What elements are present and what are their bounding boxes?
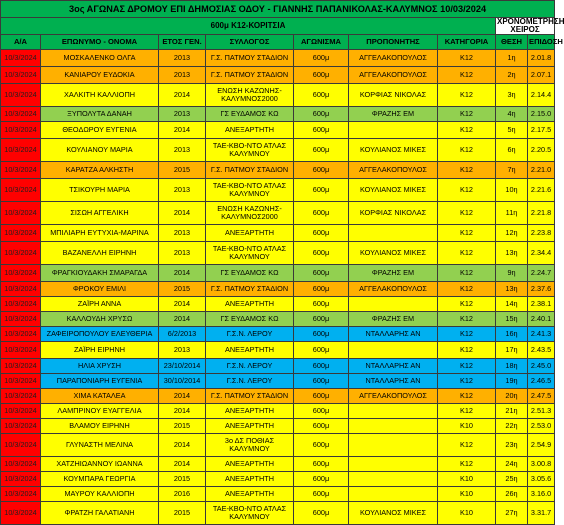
event-name: 600μ [294,342,349,359]
place: 25η [496,472,528,487]
row-date: 10/3/2024 [1,139,41,162]
athlete-name: ΖΑΪΡΗ ΕΙΡΗΝΗ [41,342,159,359]
club-name: Γ.Σ. ΠΑΤΜΟΥ ΣΤΑΔΙΟΝ [206,389,294,404]
place: 27η [496,502,528,525]
category: Κ12 [438,327,496,342]
row-date: 10/3/2024 [1,457,41,472]
birth-year: 2014 [159,457,206,472]
club-name: ΓΣ ΕΥΔΑΜΟΣ ΚΩ [206,265,294,282]
table-row [1,122,555,139]
athlete-name: ΘΕΟΔΩΡΟΥ ΕΥΓΕΝΙΑ [41,122,159,139]
table-row [1,502,555,525]
table-row [1,472,555,487]
row-date: 10/3/2024 [1,122,41,139]
club-name: ΕΝΩΣΗ ΚΑΖΩΝΗΣ-ΚΑΛΥΜΝΟΣ2000 [206,84,294,107]
table-row [1,359,555,374]
athlete-name: ΜΟΣΚΑΛΕΝΚΟ ΟΛΓΑ [41,50,159,67]
event-name: 600μ [294,297,349,312]
event-name: 600μ [294,374,349,389]
event-name: 600μ [294,282,349,297]
category: Κ12 [438,342,496,359]
coach-name: ΑΓΓΕΛΑΚΟΠΟΥΛΟΣ [349,282,438,297]
place: 22η [496,419,528,434]
athlete-name: ΚΟΥΛΙΑΝΟΥ ΜΑΡΙΑ [41,139,159,162]
event-name: 600μ [294,265,349,282]
athlete-name: ΧΑΛΚΙΤΗ ΚΑΛΛΙΟΠΗ [41,84,159,107]
event-name: 600μ [294,162,349,179]
row-date: 10/3/2024 [1,434,41,457]
result-time: 2.51.3 [528,404,555,419]
club-name: ΓΣ ΕΥΔΑΜΟΣ ΚΩ [206,312,294,327]
header-row [1,35,555,50]
birth-year: 2014 [159,312,206,327]
coach-name: ΚΟΥΛΙΑΝΟΣ ΜΙΚΕΣ [349,139,438,162]
event-name: 600μ [294,139,349,162]
event-name: 600μ [294,434,349,457]
category: Κ12 [438,139,496,162]
category: Κ12 [438,162,496,179]
place: 26η [496,487,528,502]
table-row [1,487,555,502]
table-row [1,434,555,457]
row-date: 10/3/2024 [1,50,41,67]
result-time: 2.20.5 [528,139,555,162]
header-cell: ΑΓΩΝΙΣΜΑ [294,35,349,50]
birth-year: 2014 [159,84,206,107]
place: 13η [496,282,528,297]
result-time: 2.38.1 [528,297,555,312]
result-time: 2.45.0 [528,359,555,374]
row-date: 10/3/2024 [1,404,41,419]
club-name: Γ.Σ. ΠΑΤΜΟΥ ΣΤΑΔΙΟΝ [206,67,294,84]
coach-name: ΑΓΓΕΛΑΚΟΠΟΥΛΟΣ [349,162,438,179]
place: 11η [496,202,528,225]
row-date: 10/3/2024 [1,242,41,265]
header-cell: ΘΕΣΗ [496,35,528,50]
table-row [1,389,555,404]
event-name: 600μ [294,327,349,342]
club-name: Γ.Σ. ΠΑΤΜΟΥ ΣΤΑΔΙΟΝ [206,162,294,179]
place: 12η [496,225,528,242]
place: 3η [496,84,528,107]
row-date: 10/3/2024 [1,282,41,297]
event-name: 600μ [294,472,349,487]
result-time: 3.00.8 [528,457,555,472]
club-name: ΑΝΕΞΑΡΤΗΤΗ [206,419,294,434]
page-title: 3ος ΑΓΩΝΑΣ ΔΡΟΜΟΥ ΕΠΙ ΔΗΜΟΣΙΑΣ ΟΔΟΥ - ΓΙΑΝΝΗΣ ΠΑΠΑΝΙΚΟΛΑΣ-ΚΑΛΥΜΝΟΣ 10/03/2024 [1,1,555,18]
event-name: 600μ [294,419,349,434]
athlete-name: ΖΑΪΡΗ ΑΝΝΑ [41,297,159,312]
birth-year: 2015 [159,162,206,179]
coach-name: ΑΓΓΕΛΑΚΟΠΟΥΛΟΣ [349,67,438,84]
result-time: 3.05.6 [528,472,555,487]
coach-name: ΝΤΑΛΛΑΡΗΣ ΑΝ [349,374,438,389]
athlete-name: ΤΣΙΚΟΥΡΗ ΜΑΡΙΑ [41,179,159,202]
club-name: ΑΝΕΞΑΡΤΗΤΗ [206,225,294,242]
birth-year: 23/10/2014 [159,359,206,374]
header-cell: Α/Α [1,35,41,50]
birth-year: 2014 [159,202,206,225]
place: 6η [496,139,528,162]
table-row [1,297,555,312]
result-time: 2.47.5 [528,389,555,404]
birth-year: 2013 [159,342,206,359]
event-name: 600μ [294,404,349,419]
row-date: 10/3/2024 [1,202,41,225]
event-name: 600μ [294,202,349,225]
club-name: ΑΝΕΞΑΡΤΗΤΗ [206,404,294,419]
row-date: 10/3/2024 [1,374,41,389]
category: Κ12 [438,434,496,457]
place: 18η [496,359,528,374]
header-cell: ΠΡΟΠΟΝΗΤΗΣ [349,35,438,50]
birth-year: 30/10/2014 [159,374,206,389]
category: Κ10 [438,502,496,525]
athlete-name: ΣΙΣΩΗ ΑΓΓΕΛΙΚΗ [41,202,159,225]
club-name: ΓΣ ΕΥΔΑΜΟΣ ΚΩ [206,107,294,122]
coach-name: ΑΓΓΕΛΑΚΟΠΟΥΛΟΣ [349,389,438,404]
table-row [1,162,555,179]
header-cell: ΚΑΤΗΓΟΡΙΑ [438,35,496,50]
coach-name [349,434,438,457]
coach-name: ΚΟΥΛΙΑΝΟΣ ΜΙΚΕΣ [349,179,438,202]
row-date: 10/3/2024 [1,472,41,487]
table-row [1,342,555,359]
athlete-name: ΒΛΑΜΟΥ ΕΙΡΗΝΗ [41,419,159,434]
row-date: 10/3/2024 [1,265,41,282]
birth-year: 6/2/2013 [159,327,206,342]
category: Κ12 [438,179,496,202]
place: 1η [496,50,528,67]
birth-year: 2013 [159,225,206,242]
category: Κ12 [438,84,496,107]
header-cell: ΕΠΙΔΟΣΗ [528,35,555,50]
table-row [1,457,555,472]
place: 17η [496,342,528,359]
event-name: 600μ [294,225,349,242]
category: Κ10 [438,419,496,434]
table-row [1,84,555,107]
table-row [1,67,555,84]
athlete-name: ΚΑΛΛΟΥΔΗ ΧΡΥΣΩ [41,312,159,327]
athlete-name: ΗΛΙΑ ΧΡΥΣΗ [41,359,159,374]
chrono-title: ΧΡΟΝΟΜΕΤΡΗΣΗ ΧΕΙΡΟΣ [497,17,564,34]
result-time: 3.16.0 [528,487,555,502]
coach-name: ΦΡΑΖΗΣ ΕΜ [349,265,438,282]
athlete-name: ΦΡΑΓΚΙΟΥΔΑΚΗ ΣΜΑΡΑΓΔΑ [41,265,159,282]
result-time: 2.34.4 [528,242,555,265]
birth-year: 2013 [159,67,206,84]
place: 9η [496,265,528,282]
table-row [1,202,555,225]
birth-year: 2015 [159,419,206,434]
place: 23η [496,434,528,457]
table-row [1,225,555,242]
row-date: 10/3/2024 [1,179,41,202]
result-time: 2.23.8 [528,225,555,242]
place: 4η [496,107,528,122]
athlete-name: ΧΙΜΑ ΚΑΤΑΛΕΑ [41,389,159,404]
club-name: 3ο ΔΣ ΠΟΘΙΑΣ ΚΑΛΥΜΝΟΥ [206,434,294,457]
place: 2η [496,67,528,84]
category: Κ12 [438,389,496,404]
coach-name [349,342,438,359]
result-time: 2.41.3 [528,327,555,342]
row-date: 10/3/2024 [1,327,41,342]
event-name: 600μ [294,50,349,67]
coach-name: ΝΤΑΛΛΑΡΗΣ ΑΝ [349,359,438,374]
category: Κ12 [438,122,496,139]
category: Κ12 [438,50,496,67]
row-date: 10/3/2024 [1,162,41,179]
result-time: 2.15.0 [528,107,555,122]
category: Κ12 [438,225,496,242]
event-name: 600μ [294,242,349,265]
club-name: ΤΑΕ-ΚΒΟ-ΝΤΟ ΑΤΛΑΣ ΚΑΛΥΜΝΟΥ [206,139,294,162]
place: 15η [496,312,528,327]
club-name: ΑΝΕΞΑΡΤΗΤΗ [206,487,294,502]
place: 14η [496,297,528,312]
category: Κ12 [438,107,496,122]
athlete-name: ΞΥΠΟΛΥΤΑ ΔΑΝΑΗ [41,107,159,122]
event-name: 600μ [294,122,349,139]
result-time: 2.40.1 [528,312,555,327]
coach-name [349,297,438,312]
athlete-name: ΚΟΥΜΠΑΡΑ ΓΕΩΡΓΙΑ [41,472,159,487]
result-time: 2.37.6 [528,282,555,297]
row-date: 10/3/2024 [1,342,41,359]
row-date: 10/3/2024 [1,67,41,84]
club-name: ΑΝΕΞΑΡΤΗΤΗ [206,122,294,139]
birth-year: 2015 [159,282,206,297]
category: Κ12 [438,67,496,84]
header-cell: ΕΠΩΝΥΜΟ - ΟΝΟΜΑ [41,35,159,50]
birth-year: 2014 [159,265,206,282]
result-time: 2.17.5 [528,122,555,139]
category: Κ12 [438,374,496,389]
table-row [1,139,555,162]
athlete-name: ΜΠΙΛΙΑΡΗ ΕΥΤΥΧΙΑ-ΜΑΡΙΝΑ [41,225,159,242]
birth-year: 2014 [159,404,206,419]
category: Κ10 [438,487,496,502]
club-name: ΑΝΕΞΑΡΤΗΤΗ [206,472,294,487]
category: Κ12 [438,265,496,282]
place: 5η [496,122,528,139]
club-name: ΤΑΕ-ΚΒΟ-ΝΤΟ ΑΤΛΑΣ ΚΑΛΥΜΝΟΥ [206,242,294,265]
birth-year: 2013 [159,107,206,122]
athlete-name: ΒΑΖΑΝΕΛΛΗ ΕΙΡΗΝΗ [41,242,159,265]
event-name: 600μ [294,84,349,107]
coach-name: ΝΤΑΛΛΑΡΗΣ ΑΝ [349,327,438,342]
event-name: 600μ [294,179,349,202]
club-name: Γ.Σ.Ν. ΛΕΡΟΥ [206,327,294,342]
result-time: 2.46.5 [528,374,555,389]
table-row [1,265,555,282]
birth-year: 2016 [159,487,206,502]
coach-name: ΚΟΡΦΙΑΣ ΝΙΚΟΛΑΣ [349,202,438,225]
coach-name [349,472,438,487]
event-name: 600μ [294,67,349,84]
result-time: 2.14.4 [528,84,555,107]
table-row [1,374,555,389]
coach-name [349,122,438,139]
event-name: 600μ [294,502,349,525]
athlete-name: ΧΑΤΖΗΙΩΑΝΝΟΥ ΙΩΑΝΝΑ [41,457,159,472]
athlete-name: ΚΑΡΑΤΖΑ ΑΛΚΗΣΤΗ [41,162,159,179]
result-time: 2.43.5 [528,342,555,359]
coach-name [349,225,438,242]
birth-year: 2015 [159,502,206,525]
event-name: 600μ [294,312,349,327]
athlete-name: ΚΑΝΙΑΡΟΥ ΕΥΔΟΚΙΑ [41,67,159,84]
event-name: 600μ [294,107,349,122]
birth-year: 2015 [159,472,206,487]
row-date: 10/3/2024 [1,107,41,122]
category: Κ12 [438,242,496,265]
category-title: 600μ Κ12-ΚΟΡΙΤΣΙΑ [1,18,496,35]
event-name: 600μ [294,457,349,472]
athlete-name: ΜΑΥΡΟΥ ΚΑΛΛΙΟΠΗ [41,487,159,502]
table-row [1,282,555,297]
club-name: ΕΝΩΣΗ ΚΑΖΩΝΗΣ-ΚΑΛΥΜΝΟΣ2000 [206,202,294,225]
table-row [1,327,555,342]
place: 19η [496,374,528,389]
result-time: 2.21.6 [528,179,555,202]
birth-year: 2014 [159,122,206,139]
coach-name [349,419,438,434]
club-name: ΤΑΕ-ΚΒΟ-ΝΤΟ ΑΤΛΑΣ ΚΑΛΥΜΝΟΥ [206,179,294,202]
coach-name: ΚΟΡΦΙΑΣ ΝΙΚΟΛΑΣ [349,84,438,107]
table-row [1,179,555,202]
row-date: 10/3/2024 [1,297,41,312]
category: Κ12 [438,202,496,225]
result-time: 2.07.1 [528,67,555,84]
club-name: ΤΑΕ-ΚΒΟ-ΝΤΟ ΑΤΛΑΣ ΚΑΛΥΜΝΟΥ [206,502,294,525]
coach-name: ΦΡΑΖΗΣ ΕΜ [349,312,438,327]
coach-name: ΚΟΥΛΙΑΝΟΣ ΜΙΚΕΣ [349,242,438,265]
header-cell: ΣΥΛΛΟΓΟΣ [206,35,294,50]
coach-name: ΑΓΓΕΛΑΚΟΠΟΥΛΟΣ [349,50,438,67]
result-time: 2.21.0 [528,162,555,179]
club-name: ΑΝΕΞΑΡΤΗΤΗ [206,457,294,472]
category: Κ12 [438,297,496,312]
category: Κ12 [438,312,496,327]
birth-year: 2013 [159,242,206,265]
category: Κ12 [438,282,496,297]
athlete-name: ΓΛΥΝΑΣΤΗ ΜΕΛΙΝΑ [41,434,159,457]
result-time: 2.21.8 [528,202,555,225]
row-date: 10/3/2024 [1,419,41,434]
athlete-name: ΖΑΦΕΙΡΟΠΟΥΛΟΥ ΕΛΕΥΘΕΡΙΑ [41,327,159,342]
club-name: ΑΝΕΞΑΡΤΗΤΗ [206,342,294,359]
athlete-name: ΠΑΡΑΠΟΝΙΑΡΗ ΕΥΓΕΝΙΑ [41,374,159,389]
table-row [1,404,555,419]
row-date: 10/3/2024 [1,487,41,502]
place: 24η [496,457,528,472]
table-row [1,107,555,122]
event-name: 600μ [294,359,349,374]
birth-year: 2013 [159,50,206,67]
row-date: 10/3/2024 [1,359,41,374]
event-name: 600μ [294,487,349,502]
result-time: 3.31.7 [528,502,555,525]
place: 16η [496,327,528,342]
coach-name: ΦΡΑΖΗΣ ΕΜ [349,107,438,122]
athlete-name: ΛΑΜΠΡΙΝΟΥ ΕΥΑΓΓΕΛΙΑ [41,404,159,419]
birth-year: 2013 [159,179,206,202]
birth-year: 2014 [159,389,206,404]
result-time: 2.54.9 [528,434,555,457]
coach-name [349,457,438,472]
row-date: 10/3/2024 [1,84,41,107]
birth-year: 2014 [159,434,206,457]
row-date: 10/3/2024 [1,389,41,404]
birth-year: 2014 [159,297,206,312]
club-name: Γ.Σ.Ν. ΛΕΡΟΥ [206,374,294,389]
result-time: 2.24.7 [528,265,555,282]
athlete-name: ΦΡΟΚΟΥ ΕΜΙΛΙ [41,282,159,297]
table-row [1,312,555,327]
category: Κ12 [438,359,496,374]
row-date: 10/3/2024 [1,225,41,242]
table-row [1,50,555,67]
event-name: 600μ [294,389,349,404]
place: 13η [496,242,528,265]
category: Κ12 [438,404,496,419]
result-time: 2.53.0 [528,419,555,434]
athlete-name: ΦΡΑΤΖΗ ΓΑΛΑΤΙΑΝΗ [41,502,159,525]
result-time: 2.01.8 [528,50,555,67]
place: 20η [496,389,528,404]
club-name: Γ.Σ. ΠΑΤΜΟΥ ΣΤΑΔΙΟΝ [206,50,294,67]
category: Κ10 [438,472,496,487]
table-row [1,242,555,265]
row-date: 10/3/2024 [1,502,41,525]
birth-year: 2013 [159,139,206,162]
table-row [1,419,555,434]
club-name: Γ.Σ.Ν. ΛΕΡΟΥ [206,359,294,374]
header-cell: ΕΤΟΣ ΓΕΝ. [159,35,206,50]
club-name: ΑΝΕΞΑΡΤΗΤΗ [206,297,294,312]
place: 7η [496,162,528,179]
place: 21η [496,404,528,419]
coach-name [349,487,438,502]
club-name: Γ.Σ. ΠΑΤΜΟΥ ΣΤΑΔΙΟΝ [206,282,294,297]
category: Κ12 [438,457,496,472]
coach-name [349,404,438,419]
coach-name: ΚΟΥΛΙΑΝΟΣ ΜΙΚΕΣ [349,502,438,525]
row-date: 10/3/2024 [1,312,41,327]
place: 10η [496,179,528,202]
